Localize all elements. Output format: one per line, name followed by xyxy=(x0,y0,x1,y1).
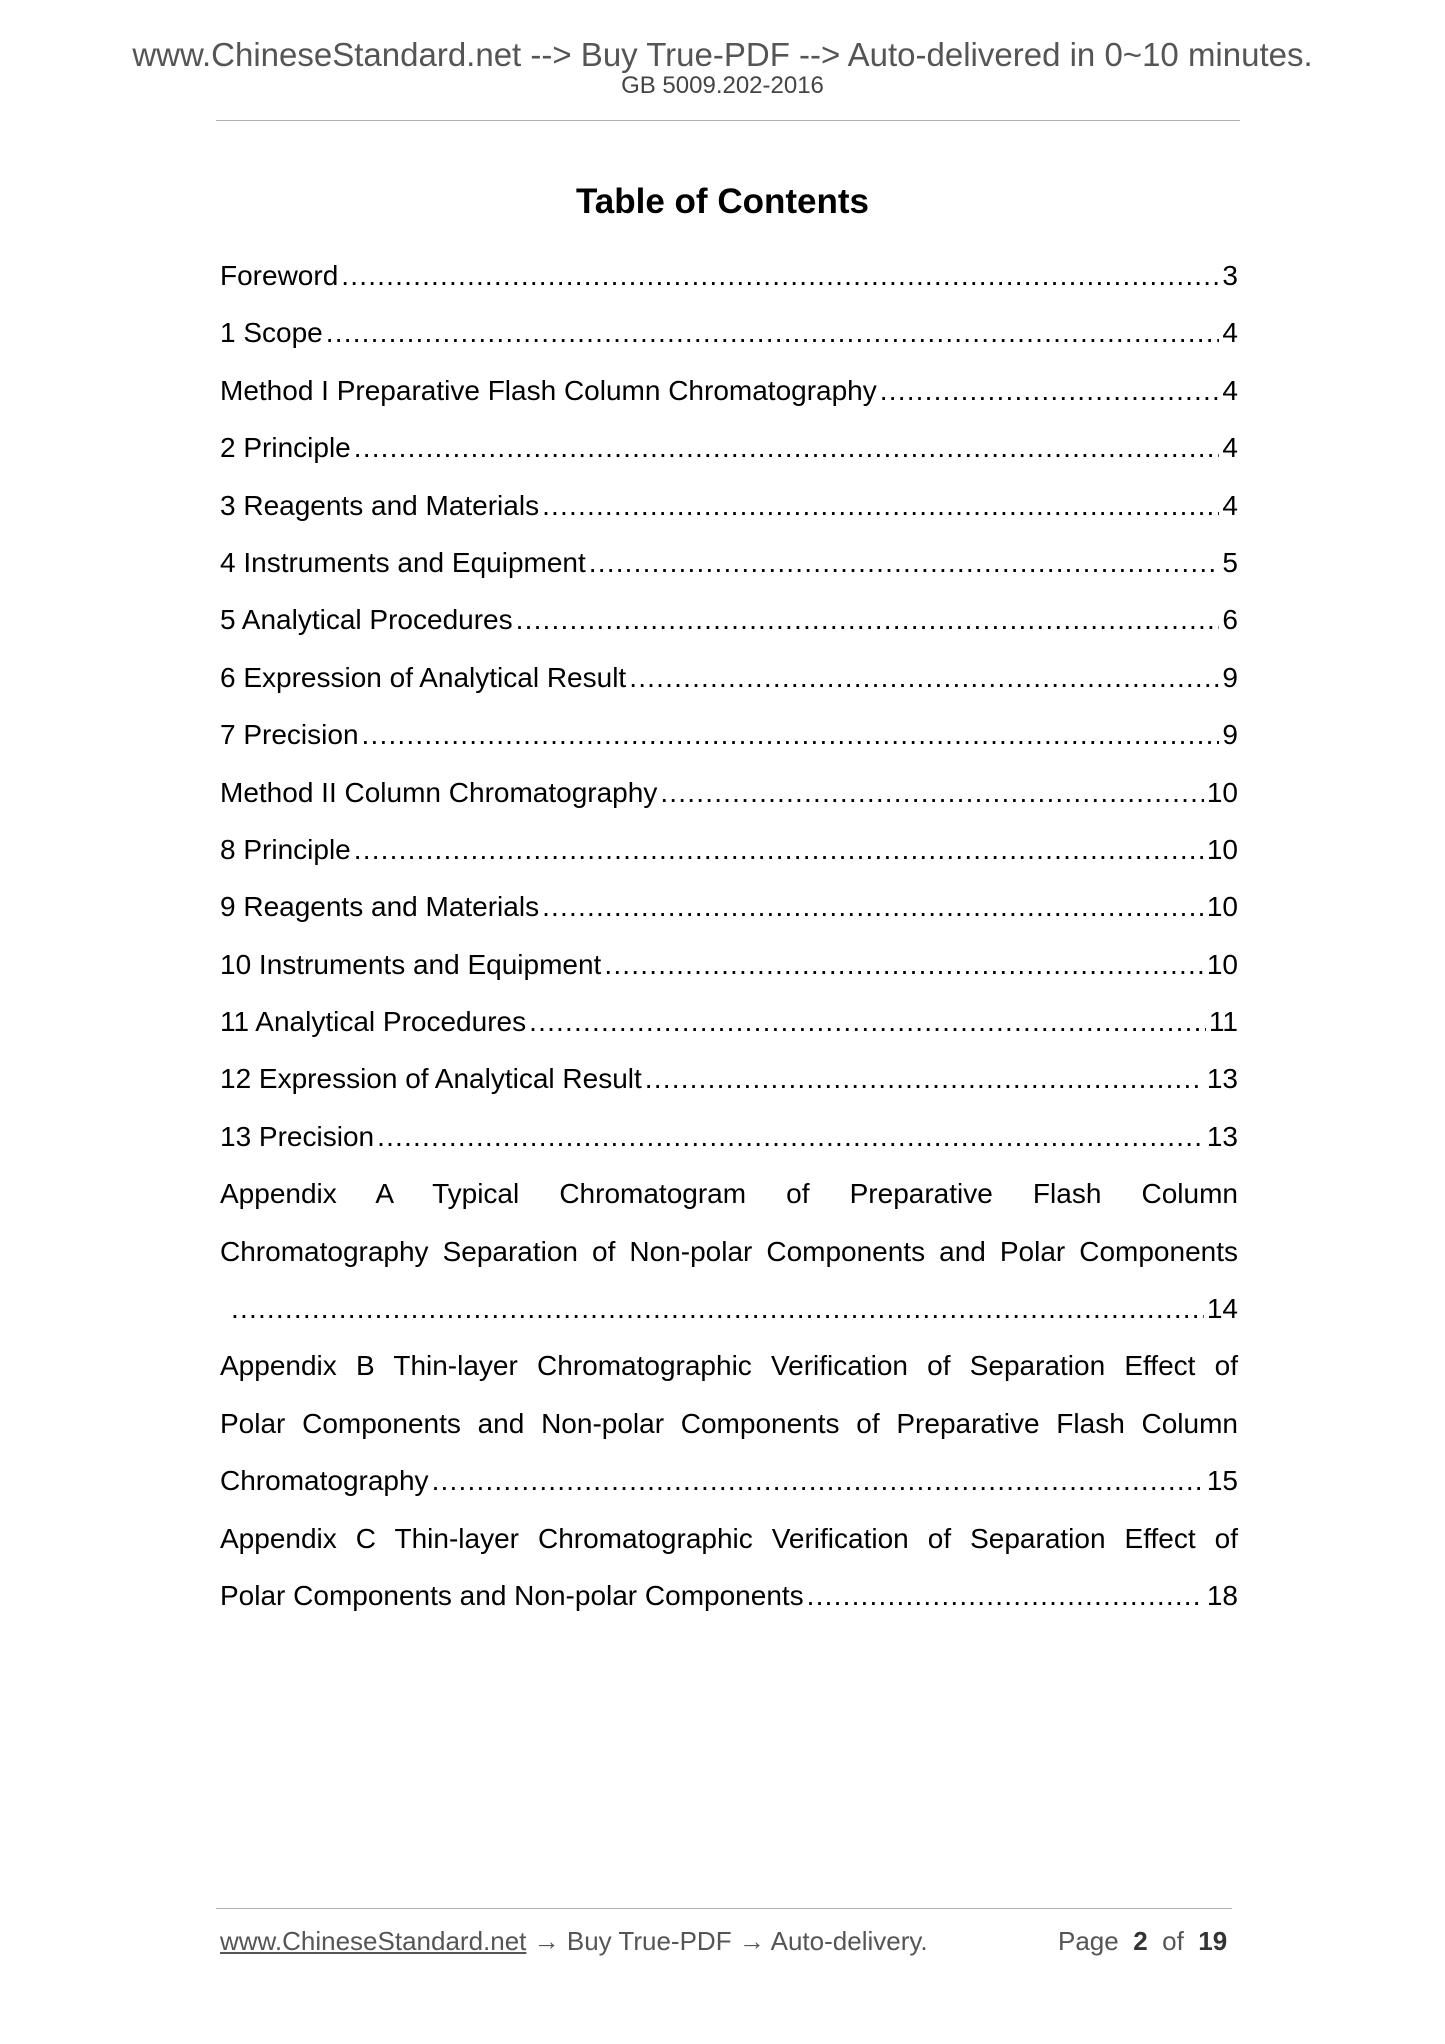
toc-label: 6 Expression of Analytical Result xyxy=(220,661,627,693)
toc-page: 6 xyxy=(1222,604,1238,636)
toc-page: 4 xyxy=(1222,374,1238,406)
toc-label: 7 Precision xyxy=(220,719,359,751)
dot-leader xyxy=(807,1567,1204,1624)
toc-label: 9 Reagents and Materials xyxy=(220,891,540,923)
dot-leader xyxy=(629,649,1219,706)
toc-label-line: Polar Components and Non-polar Components xyxy=(220,1579,804,1611)
toc-page: 4 xyxy=(1222,317,1238,349)
toc-entry-reagents[interactable] xyxy=(220,477,1238,534)
toc-label-line: Chromatography xyxy=(220,1465,429,1497)
dot-leader xyxy=(542,878,1204,935)
toc-label-line: Polar Components and Non-polar Components of Preparative Flash Column xyxy=(220,1407,1238,1439)
toc-entry-appendix-c[interactable] xyxy=(220,1510,1238,1625)
toc-entry-appendix-a[interactable] xyxy=(220,1165,1238,1337)
table-of-contents xyxy=(220,247,1238,1624)
toc-page: 10 xyxy=(1206,776,1238,808)
toc-entry-expression-2[interactable] xyxy=(220,1050,1238,1107)
toc-label: Foreword xyxy=(220,260,339,291)
arrow-right-icon: → xyxy=(533,1926,560,1956)
toc-label: 11 Analytical Procedures xyxy=(220,1006,527,1038)
toc-entry-instruments-2[interactable] xyxy=(220,936,1238,993)
dot-leader xyxy=(354,821,1204,878)
toc-entry-reagents-2[interactable] xyxy=(220,878,1238,935)
toc-entry-method-1[interactable] xyxy=(220,362,1238,419)
toc-label: 4 Instruments and Equipment xyxy=(220,546,586,578)
dot-leader xyxy=(341,247,1219,304)
toc-label: 2 Principle xyxy=(220,432,351,464)
toc-label: Method I Preparative Flash Column Chromatography xyxy=(220,374,877,406)
toc-page: 10 xyxy=(1206,891,1238,923)
toc-page: 15 xyxy=(1206,1465,1238,1497)
toc-label: 1 Scope xyxy=(220,317,323,349)
of-label: of xyxy=(1162,1926,1184,1956)
toc-label: 8 Principle xyxy=(220,833,351,865)
dot-leader xyxy=(432,1452,1204,1509)
toc-page: 13 xyxy=(1206,1120,1238,1152)
footer-site-link[interactable]: www.ChineseStandard.net xyxy=(220,1926,527,1956)
toc-label: 10 Instruments and Equipment xyxy=(220,948,602,980)
toc-label: 12 Expression of Analytical Result xyxy=(220,1063,642,1095)
footer-buy-text: Buy True-PDF xyxy=(566,1926,732,1956)
toc-label-line: Appendix C Thin-layer Chromatographic Verification of Separation Effect of xyxy=(220,1522,1238,1554)
toc-page: 4 xyxy=(1222,432,1238,464)
dot-leader xyxy=(516,591,1220,648)
page-indicator xyxy=(1058,1926,1227,1957)
dot-leader xyxy=(645,1050,1204,1107)
toc-entry-procedures-2[interactable] xyxy=(220,993,1238,1050)
toc-page: 11 xyxy=(1208,1006,1238,1038)
dot-leader xyxy=(542,477,1219,534)
dot-leader xyxy=(362,706,1220,763)
toc-entry-principle-2[interactable] xyxy=(220,821,1238,878)
dot-leader xyxy=(880,362,1220,419)
dot-leader xyxy=(326,304,1220,361)
toc-entry-scope[interactable] xyxy=(220,304,1238,361)
toc-label: 13 Precision xyxy=(220,1120,375,1152)
dot-leader xyxy=(354,419,1220,476)
dot-leader xyxy=(660,764,1204,821)
toc-page: 9 xyxy=(1222,661,1238,693)
toc-entry-procedures[interactable] xyxy=(220,591,1238,648)
dot-leader xyxy=(231,1280,1204,1337)
toc-entry-foreword[interactable] xyxy=(220,247,1238,304)
total-pages-number: 19 xyxy=(1198,1926,1228,1956)
arrow-right-icon: → xyxy=(738,1926,765,1956)
toc-label-line: Appendix B Thin-layer Chromatographic Verification of Separation Effect of xyxy=(220,1350,1238,1382)
toc-label-line: Chromatography Separation of Non-polar Components and Polar Components xyxy=(220,1235,1238,1267)
toc-entry-precision[interactable] xyxy=(220,706,1238,763)
dot-leader xyxy=(604,936,1204,993)
toc-label: Method II Column Chromatography xyxy=(220,776,658,808)
current-page-number: 2 xyxy=(1133,1926,1148,1956)
dot-leader xyxy=(589,534,1220,591)
toc-entry-precision-2[interactable] xyxy=(220,1108,1238,1165)
toc-page: 14 xyxy=(1206,1293,1238,1325)
footer-promo xyxy=(220,1926,928,1957)
toc-page: 13 xyxy=(1206,1063,1238,1095)
toc-entry-principle[interactable] xyxy=(220,419,1238,476)
toc-page: 3 xyxy=(1222,260,1238,291)
toc-page: 18 xyxy=(1206,1579,1238,1611)
toc-title: Table of Contents xyxy=(576,182,869,221)
toc-entry-instruments[interactable] xyxy=(220,534,1238,591)
footer-delivery-text: Auto-delivery. xyxy=(770,1926,928,1956)
toc-page: 9 xyxy=(1222,719,1238,751)
toc-label: 5 Analytical Procedures xyxy=(220,604,513,636)
toc-page: 4 xyxy=(1222,489,1238,521)
toc-label-line: Appendix A Typical Chromatogram of Preparative Flash Column xyxy=(220,1178,1238,1210)
page-label: Page xyxy=(1058,1926,1119,1956)
toc-entry-method-2[interactable] xyxy=(220,764,1238,821)
toc-page: 10 xyxy=(1206,948,1238,980)
footer-divider xyxy=(216,1908,1232,1909)
dot-leader xyxy=(529,993,1206,1050)
toc-page: 5 xyxy=(1222,546,1238,578)
toc-label: 3 Reagents and Materials xyxy=(220,489,540,521)
toc-entry-expression[interactable] xyxy=(220,649,1238,706)
toc-entry-appendix-b[interactable] xyxy=(220,1337,1238,1509)
dot-leader xyxy=(377,1108,1204,1165)
toc-page: 10 xyxy=(1206,833,1238,865)
top-banner: www.ChineseStandard.net --> Buy True-PDF --> Auto-delivered in 0~10 minutes. xyxy=(132,36,1313,73)
header-divider xyxy=(216,120,1240,121)
standard-code: GB 5009.202-2016 xyxy=(621,72,824,99)
